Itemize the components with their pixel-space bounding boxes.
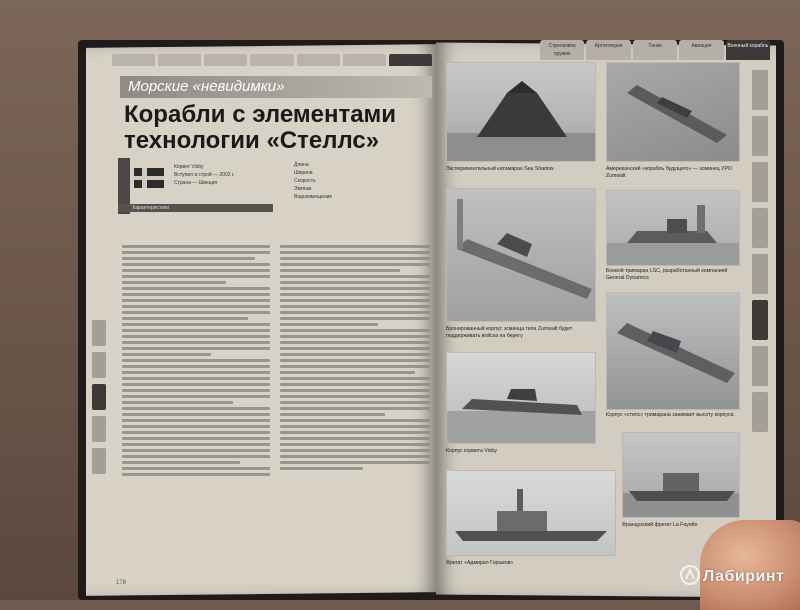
labirint-logo-icon [680,565,700,585]
photo-zumwalt-aerial [606,62,740,162]
photo-zumwalt-render [446,188,596,322]
caption-gorshkov: Фрегат «Адмирал Горшков» [446,560,514,566]
ship-info-panel [118,158,436,232]
right-side-tabs [752,70,770,570]
caption-visby: Корпус корвета Visby [446,448,497,454]
photo-trimaran-hull [606,292,740,410]
watermark-text: Лабиринт [703,568,785,585]
side-tab [752,208,768,248]
header-tab [343,54,386,66]
header-tab-active: Военный корабль [726,40,770,60]
spec-row: Водоизмещение [294,194,333,200]
ship-country: Страна — Швеция [174,180,218,186]
photo-lsc-trimaran [606,190,740,266]
header-tab: Стрелковое оружие [540,40,584,60]
side-tab [752,116,768,156]
caption-sea-shadow: Экспериментальный катамаран Sea Shadow [446,166,554,172]
watermark-logo [680,565,784,586]
header-tab: Авиация [679,40,723,60]
caption-trimaran: Корпус «стелс» тримарана занимает высоту корпуса [606,412,734,418]
header-tab-active [389,54,432,66]
side-tab-active [92,384,106,410]
photo-visby [446,352,596,444]
side-tab [92,416,106,442]
caption-la-fayette: Французский фрегат La Fayette [622,522,698,528]
section-heading: Морские «невидимки» [120,76,432,98]
header-tab: Танки [633,40,677,60]
page-title [124,102,424,154]
spec-row: Экипаж [294,186,312,192]
side-tab [92,320,106,346]
header-tab: Артиллерия [586,40,630,60]
photo-admiral-gorshkov [446,470,616,556]
header-tab [112,54,155,66]
side-tab [752,346,768,386]
sweden-flag-icon [134,168,164,188]
caption-zumwalt-shore: Бронированный корпус эсминца типа Zumwalt будет поддерживать войска на берегу [446,326,573,339]
spec-row: Длина [294,162,309,168]
article-column-1 [122,242,270,572]
caption-zumwalt: Американский «корабль будущего» — эсминец УРО Zumwalt [606,166,732,179]
specs-bar: Характеристики [118,204,273,212]
title-line-1: Корабли с элементами [124,101,397,128]
header-tab [250,54,293,66]
ship-name: Корвет Visby [174,164,204,170]
caption-lsc: Боевой тримаран LSC, разработанный компанией General Dynamics [606,268,728,281]
spec-row: Скорость [294,178,316,184]
title-line-2: технологии «Стеллс» [124,127,380,154]
article-column-2 [280,242,430,572]
header-tab [204,54,247,66]
photo-sea-shadow [446,62,596,162]
side-tab [752,392,768,432]
side-tab-active [752,300,768,340]
page-number: 178 [116,580,127,586]
side-tab [752,162,768,202]
right-page-header-tabs [540,40,770,60]
header-tab [297,54,340,66]
side-tab [92,352,106,378]
left-side-tabs [92,320,108,500]
side-tab [752,254,768,294]
header-tab [158,54,201,66]
side-tab [92,448,106,474]
side-tab [752,70,768,110]
spec-row: Ширина [294,170,313,176]
photo-la-fayette [622,432,740,518]
left-page-header-tabs [112,54,432,66]
ship-in-service: Вступил в строй — 2002 г. [174,172,235,178]
